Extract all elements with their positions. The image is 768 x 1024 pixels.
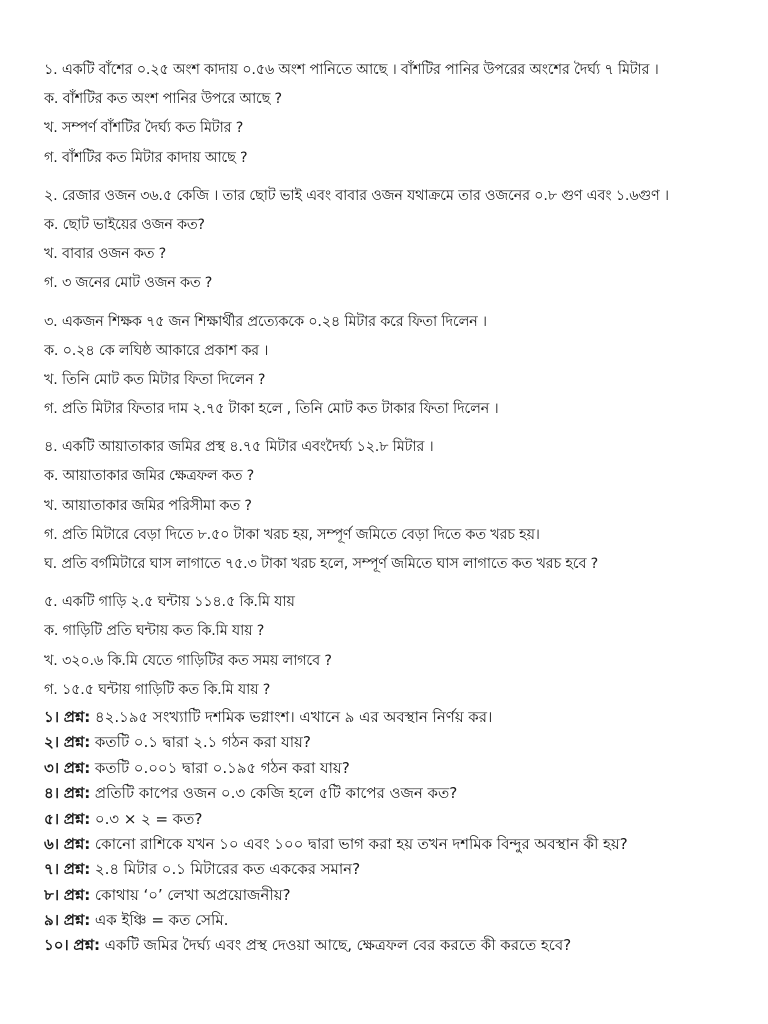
question-block-1: [44, 56, 728, 173]
question-text: এক ইঞ্চি = কত সেমি.: [94, 911, 229, 930]
short-question-item: [44, 705, 728, 730]
sub-question: খ. তিনি মোট কত মিটার ফিতা দিলেন ?: [44, 371, 266, 388]
question-label: প্রশ্ন:: [63, 911, 91, 930]
question-block-2: [44, 182, 728, 299]
question-text: ২.৪ মিটার ০.১ মিটারের কত এককের সমান?: [94, 860, 361, 879]
question-text: ০.৩ × ২ = কত?: [94, 809, 203, 828]
question-number: ৮।: [44, 885, 59, 904]
question-stem: ৩. একজন শিক্ষক ৭৫ জন শিক্ষার্থীর প্রত্যেককে ০.২৪ মিটার করে ফিতা দিলেন ।: [44, 313, 487, 330]
question-number: ১০।: [44, 936, 69, 955]
question-stem: ১. একটি বাঁশের ০.২৫ অংশ কাদায় ০.৫৬ অংশ পানিতে আছে । বাঁশটির পানির উপরের অংশের দৈর্ঘ্য ৭ মিটার ।: [44, 62, 659, 78]
question-text: প্রতিটি কাপের ওজন ০.৩ কেজি হলে ৫টি কাপের ওজন কত?: [94, 784, 458, 803]
question-stem: ৪. একটি আয়াতাকার জমির প্রস্থ ৪.৭৫ মিটার এবংদৈর্ঘ্য ১২.৮ মিটার ।: [44, 439, 434, 456]
short-question-item: [44, 857, 728, 882]
question-text: কতটি ০.১ দ্বারা ২.১ গঠন করা যায়?: [94, 733, 311, 752]
question-text: কতটি ০.০০১ দ্বারা ০.১৯৫ গঠন করা যায়?: [94, 758, 350, 777]
question-number: ২।: [44, 733, 60, 752]
question-label: প্রশ্ন:: [63, 733, 91, 752]
question-stem: ২. রেজার ওজন ৩৬.৫ কেজি । তার ছোট ভাই এবং বাবার ওজন যথাক্রমে তার ওজনের ০.৮ গুণ এবং ১.৬গুণ ।: [44, 187, 669, 204]
sub-question: খ. বাবার ওজন কত ?: [44, 246, 167, 263]
short-question-item: [44, 781, 728, 806]
question-label: প্রশ্ন:: [63, 809, 91, 828]
question-block-5: [44, 588, 728, 705]
sub-question: ক. ০.২৪ কে লঘিষ্ঠ আকারে প্রকাশ কর ।: [44, 342, 269, 359]
question-label: প্রশ্ন:: [63, 784, 91, 803]
short-question-item: [44, 756, 728, 781]
sub-question: ক. গাড়িটি প্রতি ঘন্টায় কত কি.মি যায় ?: [44, 623, 265, 640]
question-text: একটি জমির দৈর্ঘ্য এবং প্রস্থ দেওয়া আছে, ক্ষেত্রফল বের করতে কী করতে হবে?: [104, 936, 572, 955]
question-text: ৪২.১৯৫ সংখ্যাটি দশমিক ভগ্নাংশ। এখানে ৯ এর অবস্থান নির্ণয় কর।: [94, 707, 493, 726]
question-number: ৬।: [44, 834, 60, 853]
sub-question: ক. আয়াতাকার জমির ক্ষেত্রফল কত ?: [44, 468, 255, 485]
sub-question: গ. প্রতি মিটার ফিতার দাম ২.৭৫ টাকা হলে , তিনি মোট কত টাকার ফিতা দিলেন ।: [44, 401, 499, 418]
question-label: প্রশ্ন:: [63, 860, 91, 879]
sub-question: খ. সম্পর্ণ বাঁশটির দৈর্ঘ্য কত মিটার ?: [44, 120, 244, 137]
question-number: ৯।: [44, 911, 59, 930]
question-number: ৫।: [44, 809, 59, 828]
short-question-item: [44, 832, 728, 857]
sub-question: গ. বাঁশটির কত মিটার কাদায় আছে ?: [44, 149, 248, 166]
sub-question: খ. আয়াতাকার জমির পরিসীমা কত ?: [44, 497, 252, 514]
short-question-item: [44, 730, 728, 755]
sub-question: গ. ৩ জনের মোট ওজন কত ?: [44, 275, 213, 292]
question-label: প্রশ্ন:: [63, 707, 91, 726]
question-number: ৩।: [44, 758, 60, 777]
question-block-4: [44, 433, 728, 579]
sub-question: গ. প্রতি মিটারে বেড়া দিতে ৮.৫০ টাকা খরচ হয়, সম্পূর্ণ জমিতে বেড়া দিতে কত খরচ হয়।: [44, 526, 540, 543]
question-label: প্রশ্ন:: [63, 834, 91, 853]
sub-question: ক. বাঁশটির কত অংশ পানির উপরে আছে ?: [44, 91, 282, 108]
question-number: ১।: [44, 707, 59, 726]
short-question-list: [44, 705, 728, 959]
question-number: ৪।: [44, 784, 59, 803]
question-text: কোনো রাশিকে যখন ১০ এবং ১০০ দ্বারা ভাগ করা হয় তখন দশমিক বিন্দুর অবস্থান কী হয়?: [94, 834, 628, 853]
short-question-item: [44, 933, 728, 958]
question-label: প্রশ্ন:: [63, 758, 91, 777]
question-label: প্রশ্ন:: [63, 885, 91, 904]
sub-question: ঘ. প্রতি বর্গমিটারে ঘাস লাগাতে ৭৫.৩ টাকা খরচ হলে, সম্পূর্ণ জমিতে ঘাস লাগাতে কত খরচ হবে ?: [44, 556, 599, 572]
sub-question: ক. ছোট ভাইয়ের ওজন কত?: [44, 216, 205, 233]
question-number: ৭।: [44, 860, 60, 879]
short-question-item: [44, 908, 728, 933]
sub-question: খ. ৩২০.৬ কি.মি যেতে গাড়িটির কত সময় লাগবে ?: [44, 652, 332, 669]
sub-question: গ. ১৫.৫ ঘন্টায় গাড়িটি কত কি.মি যায় ?: [44, 681, 271, 698]
question-text: কোথায় ‘০’ লেখা অপ্রয়োজনীয়?: [94, 885, 291, 904]
question-stem: ৫. একটি গাড়ি ২.৫ ঘন্টায় ১১৪.৫ কি.মি যায়: [44, 594, 295, 611]
question-label: প্রশ্ন:: [73, 936, 100, 955]
short-question-item: [44, 807, 728, 832]
short-question-item: [44, 883, 728, 908]
question-block-3: [44, 308, 728, 425]
